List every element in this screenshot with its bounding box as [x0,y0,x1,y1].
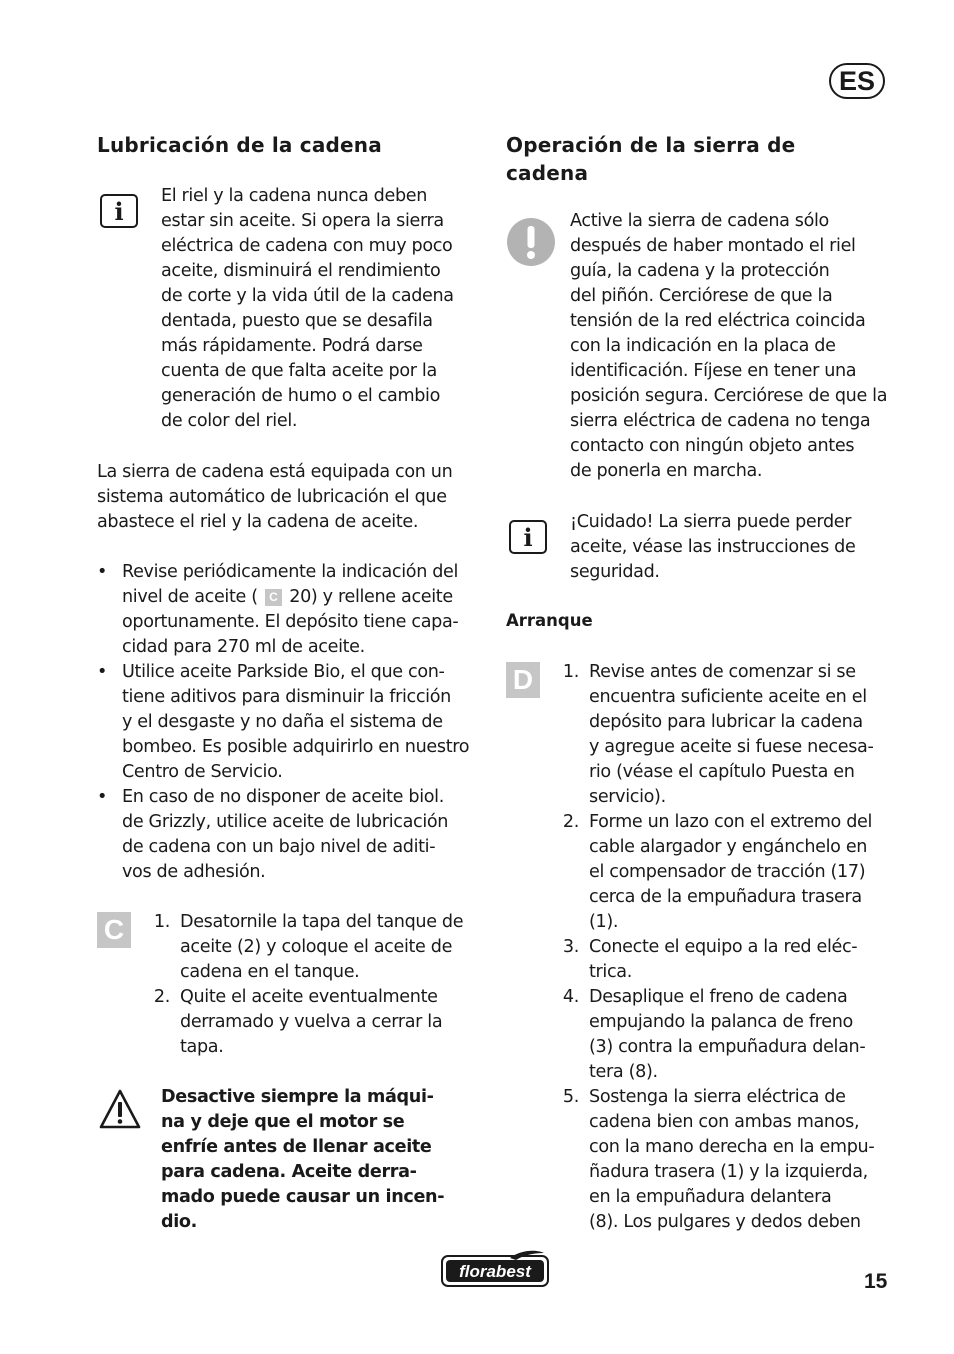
numbered-step [562,1085,875,1235]
step-number: 1. [562,662,579,682]
warning-triangle-icon [98,1088,142,1130]
text-fragment: Revise periódicamente la indicación del [122,562,459,582]
bullet-item [97,785,469,885]
text-line: tapa. [180,1037,224,1057]
text-line: ¡Cuidado! La sierra puede perder [570,512,852,532]
text-line [122,635,469,660]
text-line: de Grizzly, utilice aceite de lubricación [122,812,449,832]
text-line: estar sin aceite. Si opera la sierra [161,211,444,231]
numbered-step [562,985,874,1085]
text-line: aceite, disminuirá el rendimiento [161,261,441,281]
lubrication-info-note [161,184,454,434]
text-line: guía, la cadena y la protección [570,261,830,281]
text-line: Utilice aceite Parkside Bio, el que con- [122,662,445,682]
step-number: 4. [562,987,579,1007]
text-line: (3) contra la empuñadura delan- [589,1037,866,1057]
text-line: dentada, puesto que se desafila [161,311,433,331]
text-line: Quite el aceite eventualmente [180,987,438,1007]
step-number: 1. [153,912,170,932]
text-line: seguridad. [570,562,660,582]
page-number: 15 [864,1270,888,1293]
text-line: sierra eléctrica de cadena no tenga [570,411,871,431]
text-line: Active la sierra de cadena sólo [570,211,829,231]
text-line: mado puede causar un incen- [161,1187,445,1207]
text-line [122,560,469,585]
bullet-dot: • [97,562,108,582]
text-line [122,585,469,610]
text-line: (1). [589,912,619,932]
text-line: Forme un lazo con el extremo del [589,812,873,832]
text-line: identificación. Fíjese en tener una [570,361,857,381]
text-line: en la empuñadura delantera [589,1187,832,1207]
text-line: El riel y la cadena nunca deben [161,186,428,206]
bullet-dot: • [97,787,108,807]
exclamation-circle-icon [506,217,556,267]
text-line: depósito para lubricar la cadena [589,712,863,732]
text-line: Revise antes de comenzar si se [589,662,856,682]
info-icon: i [100,194,138,228]
numbered-step [562,660,874,810]
bullet-item [97,560,469,660]
section-heading-lubrication: Lubricación de la cadena [97,133,382,157]
text-line: de color del riel. [161,411,298,431]
numbered-step [562,810,874,935]
text-line: con la indicación en la placa de [570,336,836,356]
text-line: contacto con ningún objeto antes [570,436,855,456]
text-fragment: nivel de aceite ( [122,587,263,607]
text-line: después de haber montado el riel [570,236,856,256]
figure-d-steps [562,660,875,1235]
text-line [122,610,469,635]
section-heading-operation [506,131,795,187]
text-line: En caso de no disponer de aceite biol. [122,787,444,807]
step-number: 2. [153,987,170,1007]
text-line: Centro de Servicio. [122,762,283,782]
text-line: cable alargador y engánchelo en [589,837,868,857]
text-line: generación de humo o el cambio [161,386,441,406]
text-line: abastece el riel y la cadena de aceite. [97,512,419,532]
text-line: cerca de la empuñadura trasera [589,887,862,907]
florabest-logo [440,1250,550,1288]
text-line: Desatornile la tapa del tanque de [180,912,464,932]
text-line: La sierra de cadena está equipada con un [97,462,453,482]
text-line: empujando la palanca de freno [589,1012,853,1032]
text-line: trica. [589,962,632,982]
step-number: 5. [562,1087,579,1107]
step-number: 3. [562,937,579,957]
operation-caution-note [570,209,887,484]
text-line: (8). Los pulgares y dedos deben [589,1212,861,1232]
text-line: más rápidamente. Podrá darse [161,336,423,356]
text-line: de corte y la vida útil de la cadena [161,286,454,306]
figure-c-badge: C [97,912,131,948]
text-line: Sostenga la sierra eléctrica de [589,1087,846,1107]
text-line: enfríe antes de llenar aceite [161,1137,432,1157]
text-line: del piñón. Cerciórese de que la [570,286,833,306]
figure-c-inline-badge: C [265,589,282,606]
text-fragment: cidad para 270 ml de aceite. [122,637,365,657]
text-line: posición segura. Cerciórese de que la [570,386,888,406]
text-line: servicio). [589,787,666,807]
text-line: Desactive siempre la máqui- [161,1087,434,1107]
text-line: para cadena. Aceite derra- [161,1162,417,1182]
language-badge: ES [829,63,885,99]
text-line: sistema automático de lubricación el que [97,487,447,507]
subheading-arranque: Arranque [506,611,593,630]
text-line: cuenta de que falta aceite por la [161,361,437,381]
lubrication-intro [97,460,452,535]
text-line: y el desgaste y no daña el sistema de [122,712,443,732]
text-line: tera (8). [589,1062,658,1082]
text-line: tiene aditivos para disminuir la fricción [122,687,451,707]
text-line: na y deje que el motor se [161,1112,405,1132]
step-number: 2. [562,812,579,832]
text-line: y agregue aceite si fuese necesa- [589,737,874,757]
logo-wordmark: florabest [459,1262,531,1281]
text-line: Conecte el equipo a la red eléc- [589,937,858,957]
text-line: eléctrica de cadena con muy poco [161,236,453,256]
numbered-step [562,935,874,985]
text-line: ñadura trasera (1) y la izquierda, [589,1162,868,1182]
heading-line: Operación de la sierra de [506,133,796,157]
text-line: cadena bien con ambas manos, [589,1112,860,1132]
bullet-dot: • [97,662,108,682]
text-line: con la mano derecha en la empu- [589,1137,875,1157]
fire-warning-text [161,1085,444,1235]
text-line: Desaplique el freno de cadena [589,987,848,1007]
figure-c-steps [153,910,464,1060]
numbered-step [153,985,463,1060]
numbered-step [153,910,464,985]
oil-loss-info-note [570,510,855,585]
figure-d-badge: D [506,662,540,698]
heading-line: cadena [506,161,589,185]
text-line: dio. [161,1212,197,1232]
text-line: encuentra suficiente aceite en el [589,687,867,707]
text-line: de cadena con un bajo nivel de aditi- [122,837,436,857]
info-icon: i [509,520,547,554]
text-fragment: 20) y rellene aceite [283,587,453,607]
text-line: de ponerla en marcha. [570,461,763,481]
text-line: derramado y vuelva a cerrar la [180,1012,443,1032]
bullet-item [97,660,470,785]
text-line: tensión de la red eléctrica coincida [570,311,866,331]
text-fragment: oportunamente. El depósito tiene capa- [122,612,459,632]
text-line: vos de adhesión. [122,862,266,882]
text-line: el compensador de tracción (17) [589,862,866,882]
text-line: bombeo. Es posible adquirirlo en nuestro [122,737,470,757]
text-line: cadena en el tanque. [180,962,360,982]
text-line: aceite, véase las instrucciones de [570,537,856,557]
lubrication-bullet-list [97,560,470,885]
text-line: rio (véase el capítulo Puesta en [589,762,855,782]
text-line: aceite (2) y coloque el aceite de [180,937,453,957]
